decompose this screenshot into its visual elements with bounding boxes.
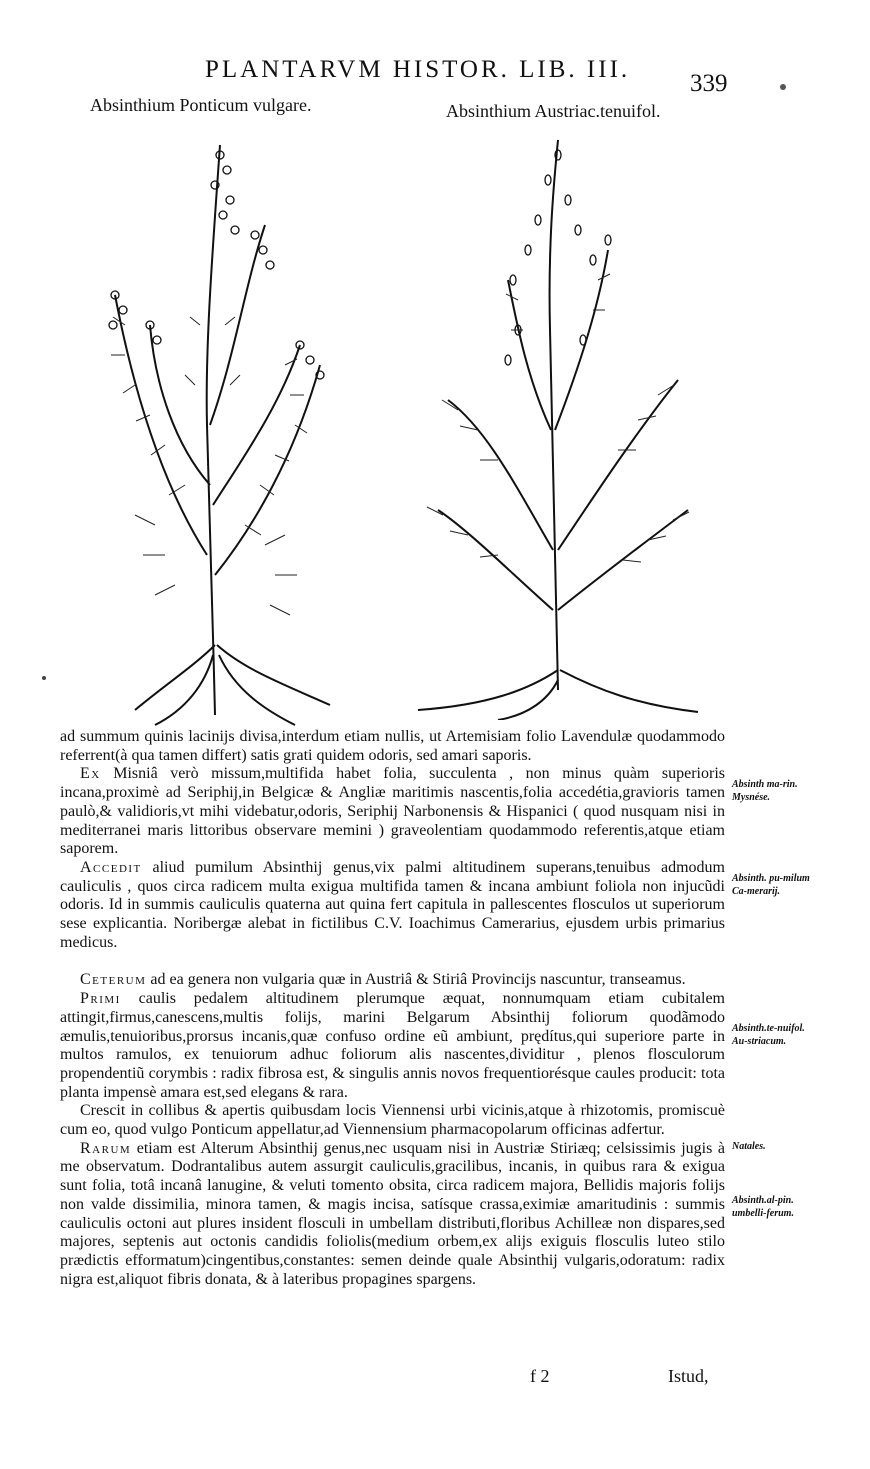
- paragraph-6-text: Crescit in collibus & apertis quibusdam locis Viennensi urbi vicinis,atque à rhizotomis, promiscuè cum eo, quod vulgo Ponticum appellatur,ad Viennensium pharmacopolarum officinas adfertur.: [60, 1102, 725, 1139]
- woodcut-absinthium-austriacum: [408, 130, 708, 720]
- left-figure-caption: Absinthium Ponticum vulgare.: [90, 95, 312, 115]
- paragraph-2: [60, 765, 725, 859]
- paragraph-4-lead: Ceterum: [80, 971, 147, 989]
- paragraph-7-text: etiam est Alterum Absinthij genus,nec usquam nisi in Austriæ Stiriæq; celsissimis jugis à me observatum. Dodrantalibus autem assurgit cauliculis,gracilibus, incanis, in quibus rara & exigua sunt folia, totâ incanâ lanugine, & veluti tomento obsita, circa radicem majora, Bellidis majoris folijs non valde dissimilia, minora tamen, & magis incisa, satísque crassa,eximiæ amaritudinis : summis cauliculis octoni aut plures insident flosculi in umbellam distributi,floribus Achilleæ non dispares,sed majores, septenis aut octonis candidis foliolis(medium orbem,ex alijs exiguis flosculis luteo stilo prædictis efformatum)cingentibus,constantes: semen deinde quale Absinthij vulgaris,odoratum: radix nigra est,aliquot fibris donata, & à lateribus propagines spargens.: [60, 1139, 725, 1288]
- paragraph-4-text: ad ea genera non vulgaria quæ in Austriâ & Stiriâ Provincijs nascuntur, transeamus.: [146, 971, 686, 989]
- paragraph-7: [60, 1140, 725, 1290]
- margin-note-absinthium-pumilum: Absinth. pu-milum Ca-merarij.: [732, 873, 810, 897]
- print-speck: [780, 84, 786, 90]
- plant-illustration-right: [408, 130, 708, 720]
- right-figure-caption: Absinthium Austriac.tenuifol.: [446, 101, 661, 121]
- paragraph-3-text: aliud pumilum Absinthij genus,vix palmi altitudinem superans,tenuibus admodum cauliculis , quos circa radicem multa exigua multifida tamen & incana ambiunt foliola non injucũdi odoris. Id in summis cauliculis quaterna aut quina fert capitula in pallescentes flosculos ut superiorum sese explicantia. Noribergæ alebat in fictilibus C.V. Ioachimus Camerarius, ejusdem urbis primarius medicus.: [60, 858, 725, 951]
- paragraph-5-lead: Primi: [80, 990, 121, 1008]
- body-text: [60, 728, 725, 1289]
- plant-illustration-left: [95, 125, 365, 730]
- paragraph-2-lead: Ex: [80, 765, 101, 783]
- paragraph-5-text: caulis pedalem altitudinem plerumque æquat, nonnumquam etiam cubitalem attingit,firmus,canescens,multis folijs, marini Belgarum Absinthij foliorum quodãmodo æmulis,tenuioribus,prorsus incanis,quæ confuso ordine eũ ambiunt, prędítus,qui superiore parte in multos ramulos, ex tenuiorum adhuc foliorum alis nascentes,dividitur , plenos flosculorum propendentiũ corymbis : radix fibrosa est, & singulis annis novos frequentiorésque caules producit: tota planta impensè amara est,sed elegans & rara.: [60, 990, 725, 1101]
- catchword: Istud,: [668, 1366, 709, 1386]
- paragraph-3-lead: Accedit: [80, 858, 142, 876]
- paragraph-1: [60, 728, 725, 765]
- margin-note-absinthium-marinum: Absinth ma-rin. Mysnése.: [732, 779, 798, 803]
- margin-note-absinthium-tenuifolium: Absinth.te-nuifol. Au-striacum.: [732, 1023, 805, 1047]
- paragraph-4: [60, 971, 725, 990]
- running-head: PLANTARVM HISTOR. LIB. III.: [205, 56, 631, 83]
- paragraph-3: [60, 859, 725, 953]
- paragraph-1-text: ad summum quinis lacinijs divisa,interdum etiam nullis, ut Artemisiam folio Lavendulæ quodammodo referrent(à qua tamen differt) satis grati quidem odoris, sed amari saporis.: [60, 728, 725, 764]
- paragraph-6: [60, 1102, 725, 1139]
- paragraph-7-lead: Rarum: [80, 1139, 132, 1157]
- paragraph-2-text: Misniâ verò missum,multifida habet folia, succulenta , non minus quàm superioris incana,proximè ad Seriphij,in Belgicæ & Angliæ maritimis nascentis,folia accedétia,gravioris tamen paulò,& validioris,vt mihi videbatur,odoris, Seriphij Narbonensis & Hispanici ( quod nusquam nisi in mediterranei maris littoribus observare memini ) graveolentiam quodammodo referentis,atque etiam saporem.: [60, 765, 725, 858]
- signature-mark: f 2: [530, 1366, 550, 1386]
- paragraph-5: [60, 990, 725, 1102]
- page-number: 339: [690, 70, 728, 97]
- print-speck-left: [42, 676, 46, 680]
- margin-note-natales: Natales.: [732, 1141, 766, 1152]
- woodcut-absinthium-ponticum: [95, 125, 365, 730]
- margin-note-absinthium-alpinum: Absinth.al-pin. umbelli-ferum.: [732, 1195, 794, 1219]
